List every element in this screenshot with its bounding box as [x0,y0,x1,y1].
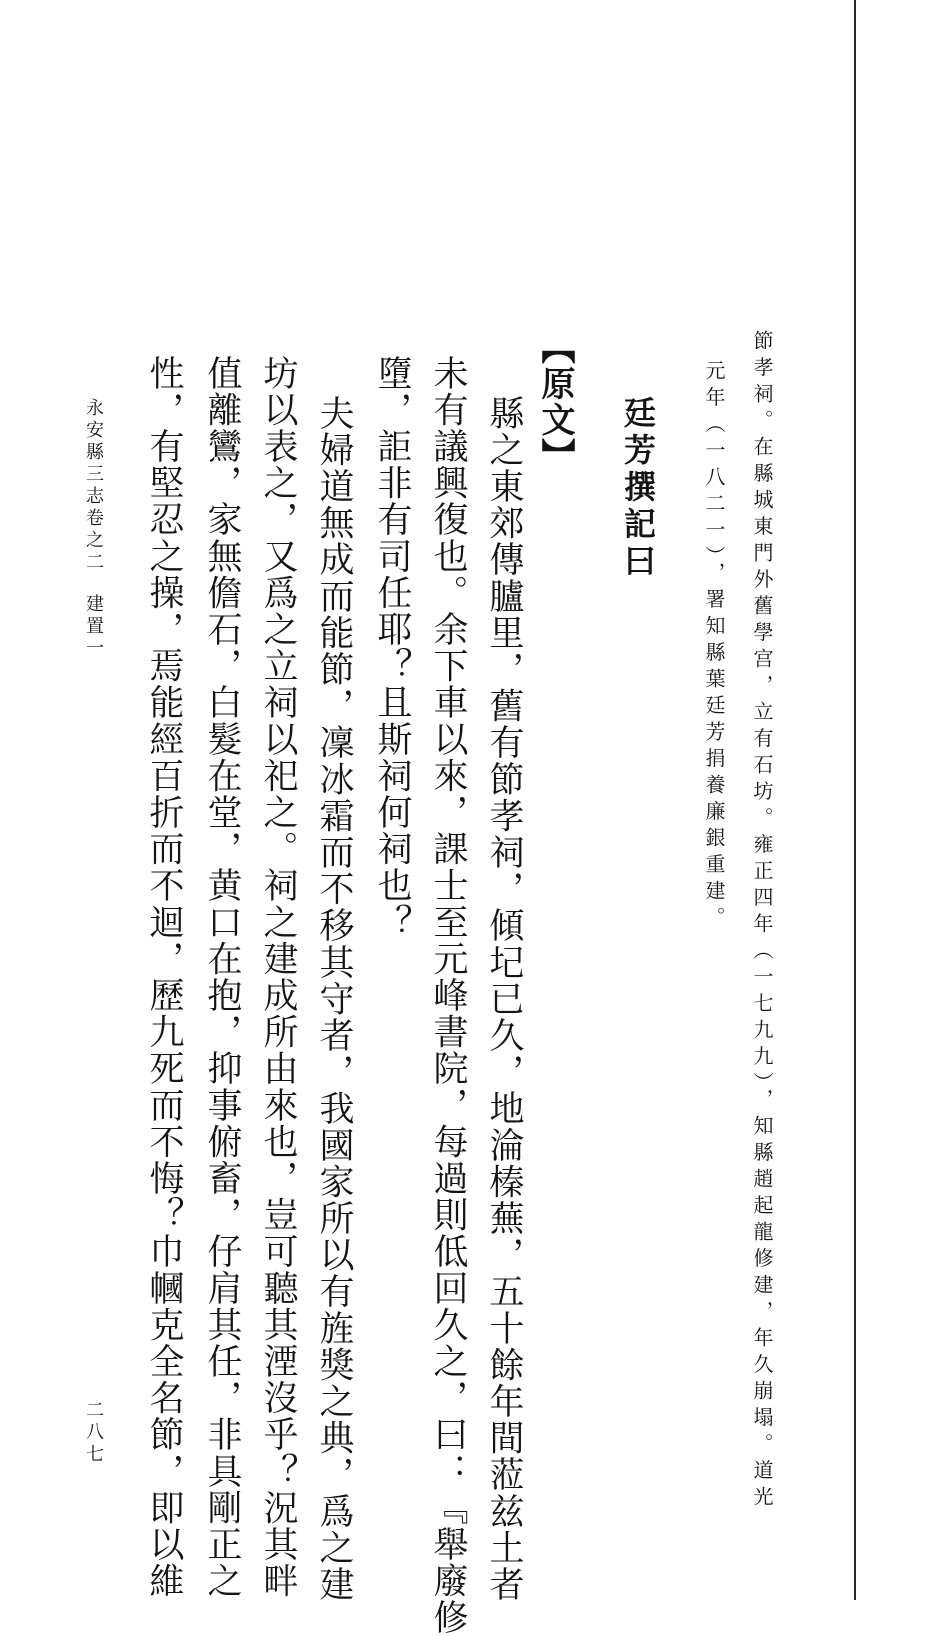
page-title: 廷芳撰記曰 [619,396,657,581]
body-line-5: 坊以表之，又爲之立祠以祀之。祠之建成所由來也，豈可聽其湮沒乎？況其畔 [258,355,298,1600]
page-number: 二八七 [83,1400,104,1466]
note-line-1: 節孝祠。在縣城東門外舊學宫，立有石坊。雍正四年（一七九九），知縣趙起龍修建，年久崩塌。道光 [750,330,774,1513]
body-line-1: 縣之東郊傳臚里，舊有節孝祠，傾圮已久，地淪榛蕪，五十餘年間蒞兹土者 [484,395,524,1603]
body-line-2: 未有議興復也。余下車以來，課士至元峰書院，每過則低回久之，曰：『舉廢修 [428,355,468,1636]
body-line-3: 墮，詎非有司任耶？且斯祠何祠也？ [372,355,412,941]
section-label: 【原文】 [535,330,575,474]
body-line-6: 值離鸞，家無儋石，白髮在堂，黄口在抱，抑事俯畜，仔肩其任，非具剛正之 [202,355,242,1600]
page-edge-line [854,0,856,1600]
body-line-7: 性，有堅忍之操，焉能經百折而不迴，歷九死而不悔？巾幗克全名節，即以維 [144,355,184,1600]
note-line-2: 元年（一八二一），署知縣葉廷芳捐養廉銀重建。 [702,360,726,933]
body-line-4: 夫婦道無成而能節，凜冰霜而不移其守者，我國家所以有旌獎之典，爲之建 [314,395,354,1603]
running-title: 永安縣三志卷之二 [83,398,104,574]
running-section: 建置一 [83,594,104,660]
